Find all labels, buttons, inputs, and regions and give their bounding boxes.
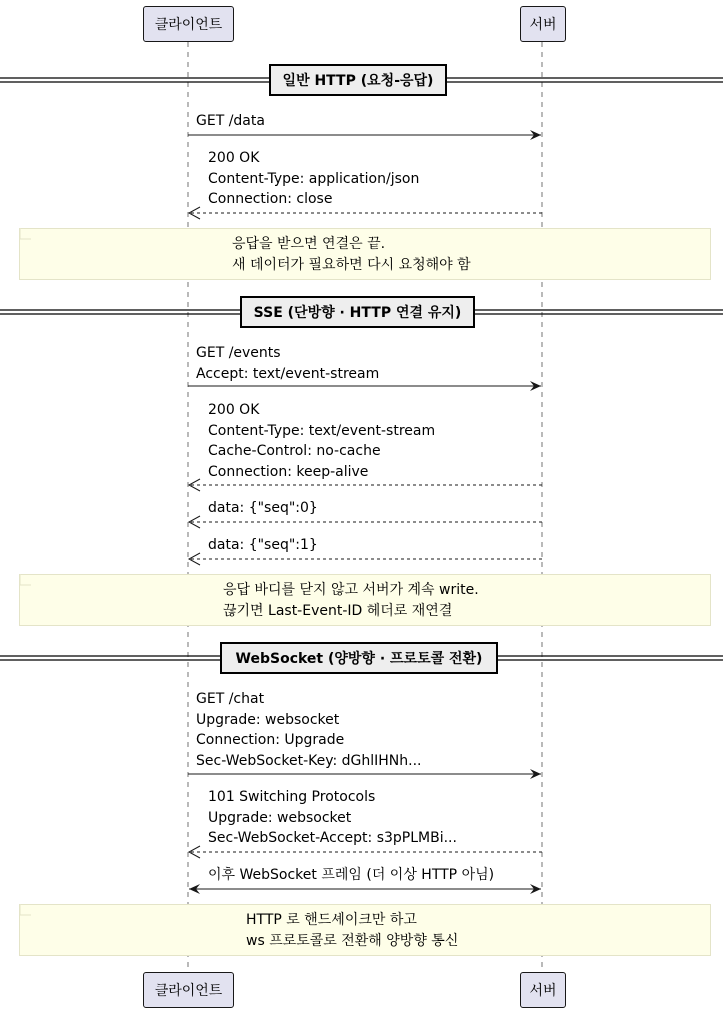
message-line: GET /data (196, 113, 265, 129)
message-line: 200 OK (208, 150, 260, 166)
note-websocket (19, 904, 711, 956)
message-line: Sec-WebSocket-Accept: s3pPLMBi... (208, 830, 457, 846)
participant-client-label: 클라이언트 (154, 983, 223, 999)
message-line: Accept: text/event-stream (196, 365, 380, 382)
section-title-websocket-text: WebSocket (양방향 · 프로토콜 전환) (235, 651, 483, 667)
note-line: 새 데이터가 필요하면 다시 요청해야 함 (232, 256, 471, 273)
note-sse (19, 574, 711, 626)
message-line: 200 OK (208, 402, 260, 418)
section-title-http-text: 일반 HTTP (요청-응답) (282, 73, 434, 89)
message-websocket-frames (208, 865, 494, 886)
message-line: Upgrade: websocket (196, 711, 340, 728)
message-line: GET /events (196, 345, 281, 361)
message-200-json (208, 148, 419, 210)
message-line: Connection: close (208, 191, 333, 207)
message-line: 101 Switching Protocols (208, 789, 376, 805)
message-line: Content-Type: text/event-stream (208, 422, 436, 439)
message-line: Connection: keep-alive (208, 463, 369, 480)
section-title-websocket (220, 642, 498, 674)
message-101-switching (208, 787, 457, 849)
section-title-http (269, 64, 447, 96)
message-line: data: {"seq":0} (208, 500, 318, 516)
note-fold-icon (20, 228, 32, 240)
participant-server-top (520, 6, 566, 42)
message-200-event-stream (208, 400, 435, 482)
note-fold-icon (20, 574, 32, 586)
message-line: GET /chat (196, 691, 265, 707)
message-get-chat (196, 689, 422, 771)
message-get-data (196, 111, 265, 132)
participant-server-label: 서버 (529, 983, 557, 999)
note-line: 끊기면 Last-Event-ID 헤더로 재연결 (223, 602, 453, 619)
message-seq-1 (208, 535, 318, 556)
message-line: 이후 WebSocket 프레임 (더 이상 HTTP 아님) (208, 867, 495, 883)
message-line: Upgrade: websocket (208, 809, 352, 826)
message-line: Cache-Control: no-cache (208, 443, 381, 459)
participant-client-label: 클라이언트 (154, 17, 223, 33)
note-line: HTTP 로 핸드셰이크만 하고 (246, 912, 417, 928)
message-seq-0 (208, 498, 318, 519)
message-get-events (196, 343, 379, 384)
note-line: 응답 바디를 닫지 않고 서버가 계속 write. (223, 582, 479, 598)
message-line: Sec-WebSocket-Key: dGhlIHNh... (196, 752, 422, 769)
message-line: data: {"seq":1} (208, 537, 318, 553)
section-title-sse (240, 296, 475, 328)
note-fold-icon (20, 904, 32, 916)
section-title-sse-text: SSE (단방향 · HTTP 연결 유지) (253, 305, 462, 321)
note-line: ws 프로토콜로 전환해 양방향 통신 (246, 932, 459, 949)
message-line: Connection: Upgrade (196, 732, 345, 748)
message-line: Content-Type: application/json (208, 170, 420, 187)
note-line: 응답을 받으면 연결은 끝. (232, 236, 386, 252)
participant-client-top (143, 6, 234, 42)
note-http (19, 228, 711, 280)
participant-server-bottom (520, 972, 566, 1008)
participant-client-bottom (143, 972, 234, 1008)
participant-server-label: 서버 (529, 17, 557, 33)
